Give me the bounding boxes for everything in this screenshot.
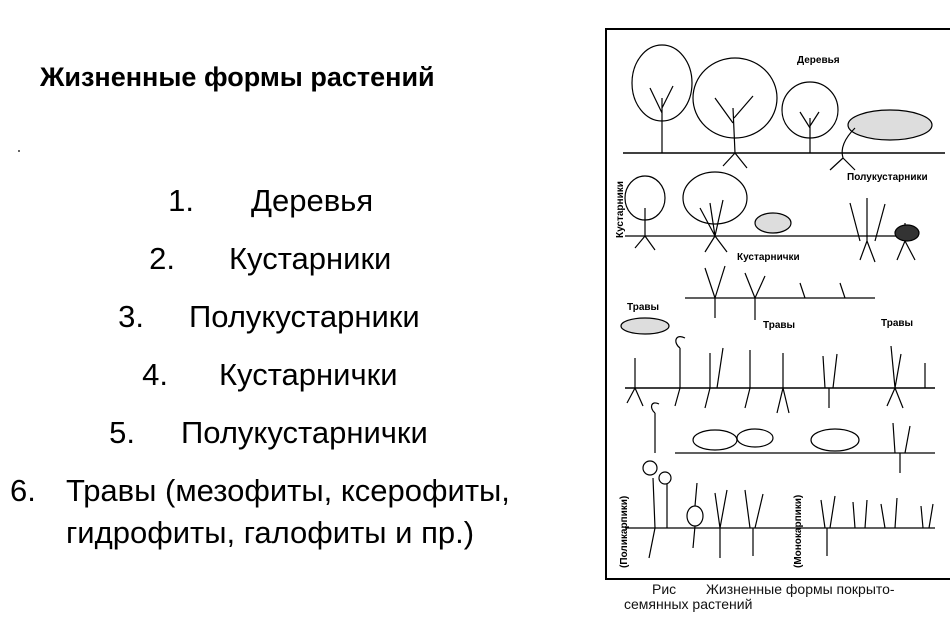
list-item (0, 404, 590, 462)
label-polycarpic: (Поликарпики) (619, 495, 630, 568)
list-item (0, 288, 590, 346)
page-title: Жизненные формы растений (40, 62, 435, 92)
life-forms-list (0, 172, 590, 570)
list-number: 2. (149, 241, 175, 276)
label-herbs-right: Травы (881, 318, 914, 329)
plant-life-forms-figure (605, 28, 950, 580)
dwarf-shrub-illustration (705, 266, 845, 320)
label-herbs-left: Травы (627, 302, 660, 313)
decorative-dot (18, 150, 20, 152)
list-number: 5. (109, 415, 135, 450)
list-item (0, 346, 590, 404)
subshrub-illustration (850, 198, 919, 262)
list-label: Кустарнички (219, 357, 398, 392)
label-dwarf-shrubs: Кустарнички (737, 252, 800, 263)
herb-illustration (621, 318, 933, 558)
tree-illustration (632, 45, 932, 170)
label-monocarpic: (Монокарпики) (793, 494, 804, 568)
list-item (0, 172, 590, 230)
list-number: 6. (10, 473, 36, 508)
list-number: 4. (142, 357, 168, 392)
list-label: Полукустарнички (181, 415, 428, 450)
caption-text: Жизненные формы покрыто-семянных растений (624, 581, 895, 612)
list-label: Деревья (251, 183, 374, 218)
plant-illustration (605, 28, 950, 580)
label-subshrubs: Полукустарники (847, 172, 928, 183)
caption-lead: Рис (652, 581, 677, 597)
label-trees: Деревья (797, 55, 840, 66)
label-shrubs: Кустарники (615, 181, 626, 238)
list-number: 3. (118, 299, 144, 334)
list-item (0, 470, 590, 570)
list-label: Полукустарники (189, 299, 420, 334)
list-number: 1. (168, 183, 194, 218)
shrub-illustration (625, 172, 791, 252)
figure-caption (624, 582, 944, 612)
list-item (0, 230, 590, 288)
label-herbs-mid: Травы (763, 320, 796, 331)
list-label: Травы (мезофиты, ксерофиты, гидрофиты, галофиты и пр.) (66, 473, 510, 550)
list-label: Кустарники (229, 241, 392, 276)
